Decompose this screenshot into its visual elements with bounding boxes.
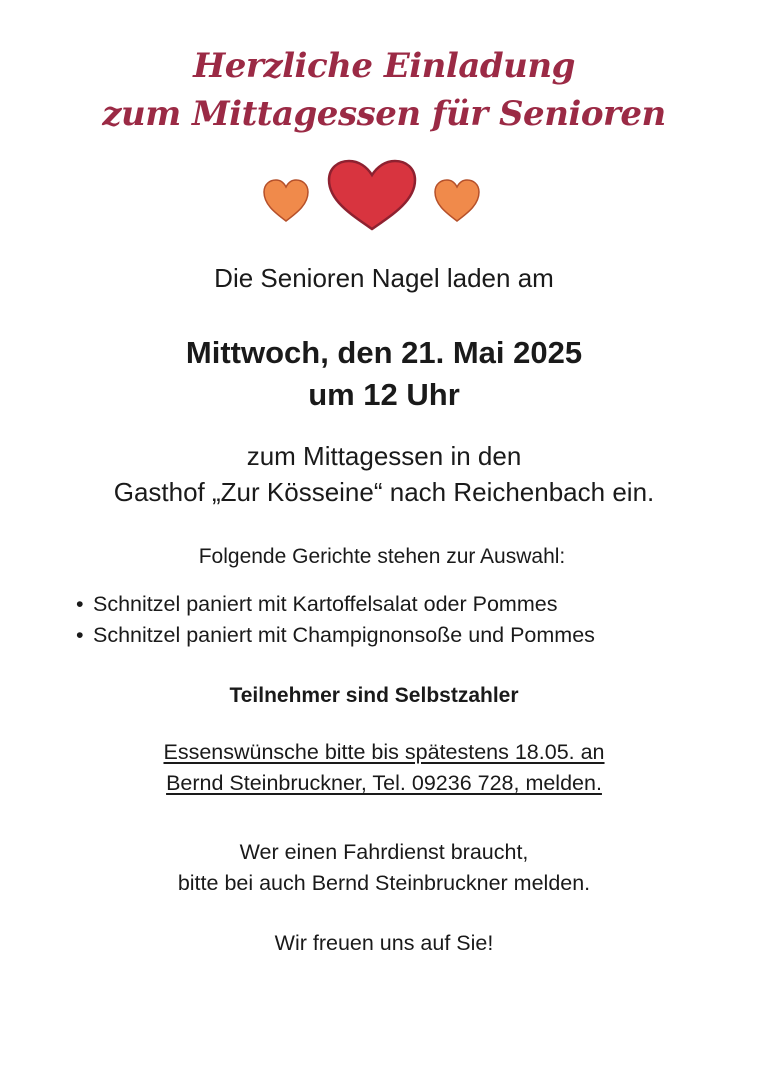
list-item — [76, 589, 595, 620]
title-line-1: Herzliche Einladung — [193, 46, 575, 86]
title-line-2: zum Mittagessen für Senioren — [102, 94, 666, 134]
hearts-decoration — [0, 155, 768, 235]
intro-text: Die Senioren Nagel laden am — [214, 263, 554, 293]
transport-line-1: Wer einen Fahrdienst braucht, — [239, 840, 529, 864]
order-notice-line-1: Essenswünsche bitte bis spätestens 18.05. an — [163, 740, 605, 764]
dish-list — [76, 589, 595, 651]
event-date: Mittwoch, den 21. Mai 2025 — [185, 335, 583, 370]
dishes-heading: Folgende Gerichte stehen zur Auswahl: — [198, 545, 566, 568]
bullet-icon: • — [76, 592, 84, 616]
order-notice-line-2: Bernd Steinbruckner, Tel. 09236 728, melden. — [166, 771, 602, 795]
dish-text: Schnitzel paniert mit Kartoffelsalat oder Pommes — [93, 592, 558, 616]
small-heart-right-icon — [433, 178, 481, 224]
event-time: um 12 Uhr — [308, 377, 460, 412]
venue-line-1: zum Mittagessen in den — [246, 441, 522, 471]
venue-line-2: Gasthof „Zur Kösseine“ nach Reichenbach ein. — [113, 477, 655, 507]
payers-note: Teilnehmer sind Selbstzahler — [229, 684, 519, 707]
transport-line-2: bitte bei auch Bernd Steinbruckner melden. — [177, 871, 591, 895]
closing-text: Wir freuen uns auf Sie! — [274, 931, 494, 955]
large-heart-center-icon — [326, 158, 418, 232]
dish-text: Schnitzel paniert mit Champignonsoße und Pommes — [93, 623, 595, 647]
list-item — [76, 620, 595, 651]
bullet-icon: • — [76, 623, 84, 647]
small-heart-left-icon — [262, 178, 310, 224]
